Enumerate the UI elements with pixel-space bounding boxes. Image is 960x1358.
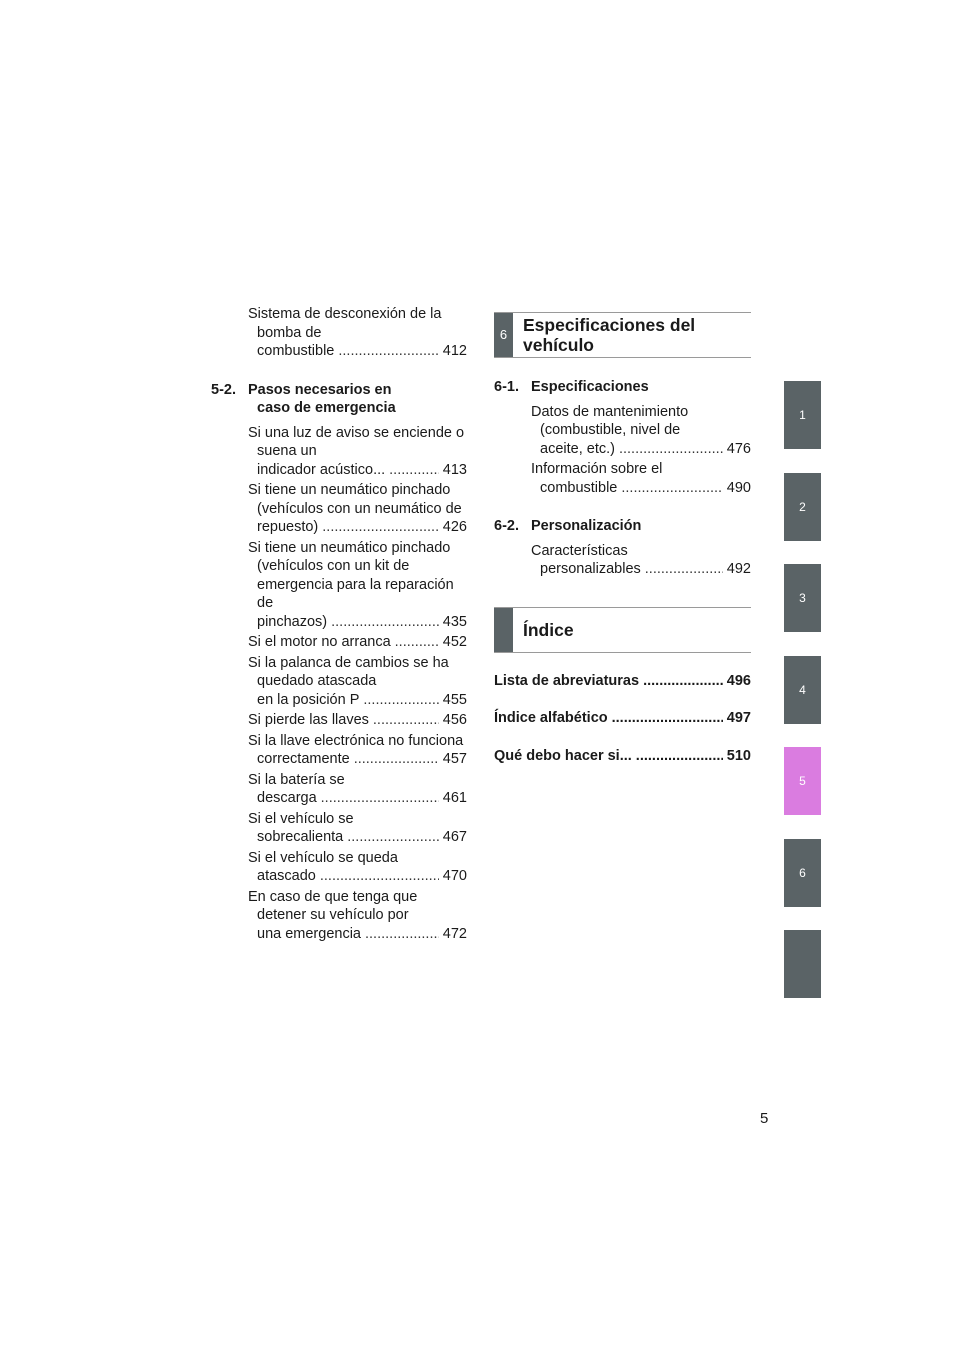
index-entry-page: 497 [726,710,751,726]
toc-entry-page: 492 [726,561,751,577]
index-entry-page: 510 [726,747,751,764]
toc-entry[interactable] [211,771,467,808]
toc-entry-page: 457 [442,751,467,767]
section-heading [494,378,751,397]
toc-entry-text: Si una luz de aviso se enciende o suena un [248,424,465,459]
toc-entry[interactable] [211,849,467,886]
toc-entry-page: 452 [442,634,467,650]
index-entry[interactable] [494,672,751,691]
index-chapter-title: Índice [523,619,574,640]
toc-right-column [494,312,751,765]
toc-entry-tail: correctamente [257,751,350,767]
chapter-tab-1[interactable]: 1 [784,381,821,449]
section-title-cont: caso de emergencia [257,400,396,416]
toc-entry-text: En caso de que tenga que detener su vehículo por [248,888,418,923]
toc-entry-page: 456 [442,712,467,728]
toc-entry-page: 467 [442,829,467,845]
toc-entry-page: 455 [442,691,467,708]
toc-entry-text: Datos de mantenimiento (combustible, nivel de [531,403,689,438]
toc-entry-text: Información sobre el [531,461,663,477]
chapter-tab-blank [494,608,513,652]
toc-entry-tail: pinchazos) [257,613,328,630]
toc-entry-tail: atascado [257,868,316,884]
toc-entry-tail: personalizables [540,561,641,577]
toc-entry-text: Si tiene un neumático pinchado (vehículos con un kit de emergencia para la reparación de [248,539,454,611]
toc-entry-tail: una emergencia [257,925,361,942]
toc-entry-page: 470 [442,868,467,884]
section-title: Especificaciones [531,379,649,395]
section-heading-5-2 [211,381,467,418]
toc-entry[interactable] [211,711,467,730]
toc-entry-text: Si la llave electrónica no funciona [248,732,464,749]
section-number: 6-2. [494,518,519,534]
chapter-tab-blank[interactable] [784,930,821,998]
toc-entry-tail: combustible [540,479,618,496]
toc-entry-page: 413 [442,461,467,478]
index-entry-text: Índice alfabético [494,710,608,726]
toc-entry[interactable] [211,888,467,944]
toc-entry[interactable] [494,460,751,497]
toc-entry-tail: aceite, etc.) [540,440,615,457]
toc-entry-text: Si el vehículo se queda [248,849,398,866]
toc-entry[interactable] [494,542,751,579]
toc-entry[interactable] [211,633,467,652]
toc-entry-page: 490 [726,479,751,496]
chapter-title: Especificaciones del vehículo [523,315,696,355]
toc-entry-page: 435 [442,613,467,630]
toc-entry-page: 461 [442,790,467,806]
index-entry-page: 496 [726,672,751,689]
toc-entry-page: 412 [442,343,467,359]
toc-entry[interactable] [211,654,467,710]
chapter-band-6 [494,312,751,358]
toc-entry[interactable] [211,424,467,480]
toc-entry-tail: indicador acústico... [257,461,386,478]
toc-entry-tail: Si pierde las llaves [248,712,369,728]
toc-entry-tail: combustible [257,343,335,359]
toc-entry-text: Si tiene un neumático pinchado (vehículos con un neumático de [248,482,462,517]
toc-entry-page: 476 [726,440,751,457]
toc-entry-tail: sobrecalienta [257,829,344,845]
toc-entry-tail: descarga [257,790,317,806]
page-number: 5 [760,1110,769,1127]
section-title: Personalización [531,518,642,534]
toc-entry-tail: Si el motor no arranca [248,634,391,650]
chapter-tab: 6 [494,313,513,357]
toc-entry-text: Si la palanca de cambios se ha quedado atascada [248,654,449,689]
toc-entry-text: Características [531,542,628,559]
toc-entry-tail: en la posición P [257,691,360,708]
toc-entry-tail: repuesto) [257,519,319,535]
toc-entry[interactable] [211,810,467,847]
toc-entry[interactable] [211,305,467,361]
section-number: 5-2. [211,381,236,398]
toc-entry-text: Si el vehículo se [248,810,354,827]
toc-entry[interactable] [211,732,467,769]
toc-entry-page: 472 [442,925,467,942]
chapter-tab-4[interactable]: 4 [784,656,821,724]
chapter-tab-2[interactable]: 2 [784,473,821,541]
chapter-band-index [494,607,751,653]
toc-entry-text: Sistema de desconexión de la bomba de [248,306,442,341]
toc-entry[interactable] [211,481,467,537]
section-number: 6-1. [494,379,519,395]
toc-entry-text: Si la batería se [248,771,345,788]
toc-entry[interactable] [494,403,751,459]
index-entry[interactable] [494,709,751,728]
index-entry-text: Lista de abreviaturas [494,672,640,689]
index-entry[interactable] [494,747,751,766]
toc-left-column [211,305,467,945]
chapter-tab-3[interactable]: 3 [784,564,821,632]
toc-entry-page: 426 [442,519,467,535]
chapter-tab-5[interactable]: 5 [784,747,821,815]
chapter-tab-6[interactable]: 6 [784,839,821,907]
section-title: Pasos necesarios en [248,381,392,398]
index-entry-text: Qué debo hacer si... [494,747,632,764]
section-heading [494,517,751,536]
toc-entry[interactable] [211,539,467,632]
